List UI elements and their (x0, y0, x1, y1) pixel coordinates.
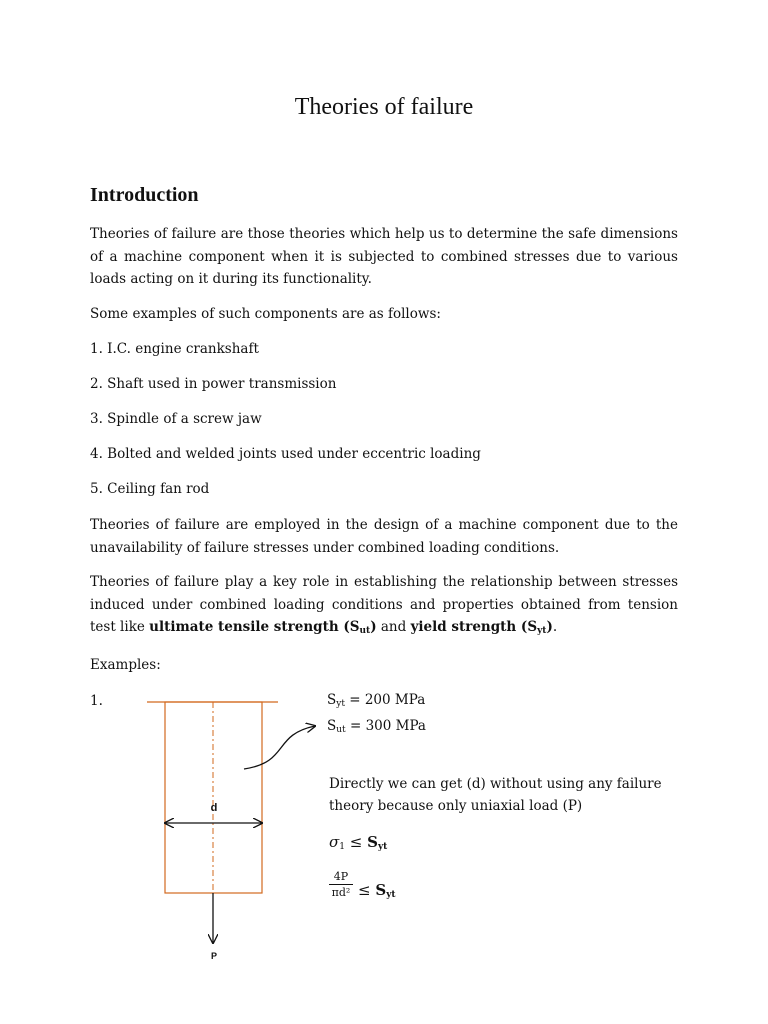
page-title: Theories of failure (294, 94, 474, 120)
equation-fraction: $\frac{4P}{\text{πd²}}$ (329, 870, 353, 901)
list-item: 4. Bolted and welded joints used under eccentric loading (90, 446, 481, 462)
list-item: 3. Spindle of a screw jaw (90, 411, 262, 427)
dimension-label: d (210, 802, 218, 814)
equation-design: ≤ $S_{yt}$ (358, 881, 396, 900)
yield-strength-value: $S_{yt} = 200$ MPa (327, 692, 426, 709)
ultimate-strength-value: $S_{ut} = 300$ MPa (327, 718, 426, 735)
equation-stress: $\sigma_1 \le S_{yt}$ (329, 833, 388, 852)
load-label: P (210, 951, 218, 961)
paragraph-definition: Theories of failure are those theories which help us to determine the safe dimensions of a machine component when it is subjected to combined stresses due to various loads acting on it during its functionality. (90, 226, 678, 287)
example-number: 1. (90, 693, 103, 709)
list-item: 1. I.C. engine crankshaft (90, 341, 259, 357)
paragraph-examples-intro: Some examples of such components are as follows: (90, 306, 441, 322)
list-item: 5. Ceiling fan rod (90, 481, 210, 497)
section-heading: Introduction (90, 184, 199, 206)
paragraph-usage: Theories of failure are employed in the design of a machine component due to the unavailability of failure stresses under combined loading conditions. (90, 517, 678, 556)
callout-arrow (244, 726, 315, 769)
list-item: 2. Shaft used in power transmission (90, 376, 337, 392)
examples-label: Examples: (90, 657, 161, 673)
diagram-note: Directly we can get (d) without using any failure theory because only uniaxial load (P) (329, 776, 662, 814)
paragraph-relationship: Theories of failure play a key role in establishing the relationship between stresses induced under combined loading conditions and properties obtained from tension test like ultimate tensile strength $(S_{ut})$ and yield strength $(S_{yt})$. (90, 574, 678, 636)
